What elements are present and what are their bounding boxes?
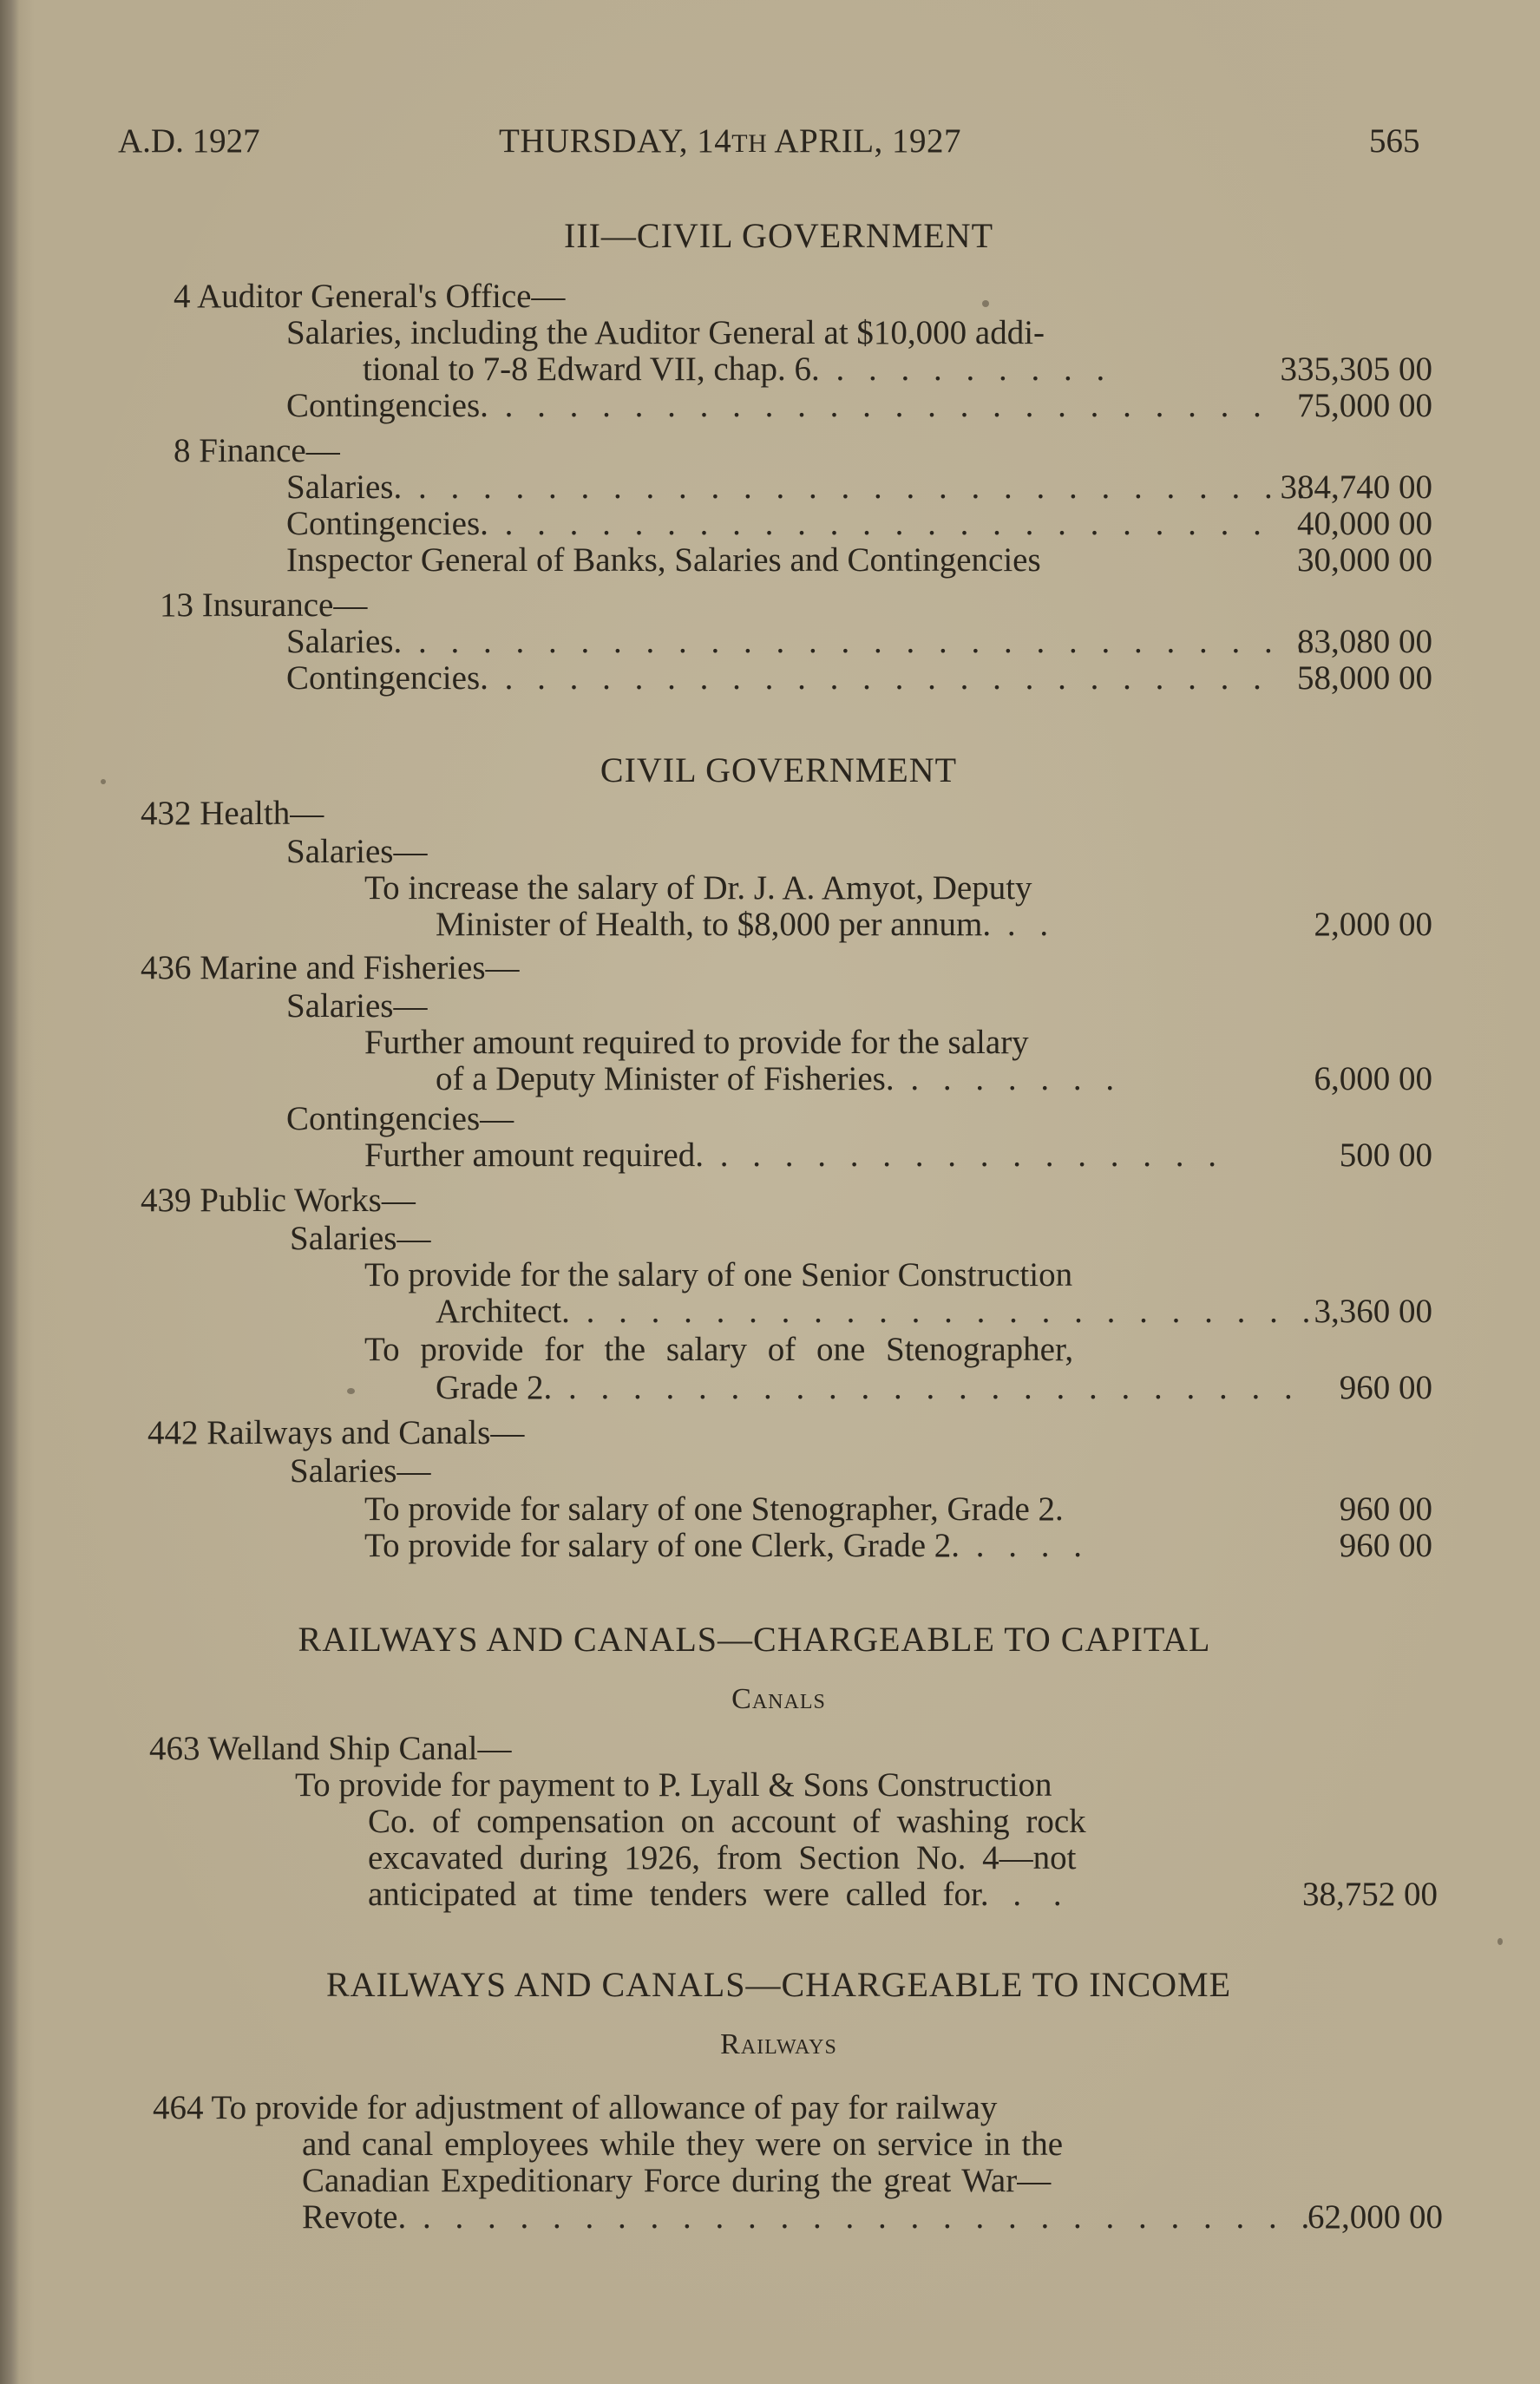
running-head-year: A.D. 1927 <box>118 122 260 160</box>
item-4-amount-1: 335,305 00 <box>1280 350 1432 388</box>
item-8-salaries: Salaries. . . . . . . . . . . . . . . . . . . . . . . . . . . . . <box>286 468 1314 506</box>
section-title-civil-government-iii: III—CIVIL GOVERNMENT <box>563 216 994 255</box>
item-4-line-2: tional to 7-8 Edward VII, chap. 6. . . . . . . . . . <box>363 350 1113 388</box>
item-8-heading: 8 Finance— <box>174 432 340 469</box>
subsection-title-railways: Railways <box>720 2028 837 2060</box>
scan-speck <box>101 779 106 784</box>
item-13-heading: 13 Insurance— <box>160 586 368 624</box>
item-463-line-3: excavated during 1926, from Section No. 4—not <box>368 1839 1077 1876</box>
item-439-line-3: To provide for the salary of one Stenographer, <box>364 1331 1074 1368</box>
item-439-line-4: Grade 2. . . . . . . . . . . . . . . . . . . . . . . . <box>436 1369 1301 1406</box>
item-436-line-3: Further amount required. . . . . . . . . . . . . . . . . <box>364 1136 1224 1174</box>
item-464-line-3: Canadian Expeditionary Force during the great War— <box>302 2162 1052 2199</box>
item-13-salaries-text: Salaries. <box>286 623 403 660</box>
item-463-amount: 38,752 00 <box>1302 1876 1438 1913</box>
item-442-line-2-text: To provide for salary of one Clerk, Grade 2. <box>364 1527 960 1564</box>
item-439-amount-1: 3,360 00 <box>1314 1293 1432 1330</box>
date-part-2: APRIL, 1927 <box>767 122 962 160</box>
item-464-amount: 62,000 00 <box>1307 2198 1443 2236</box>
section-title-chargeable-to-income: RAILWAYS AND CANALS—CHARGEABLE TO INCOME <box>325 1965 1232 2004</box>
item-442-salaries: Salaries— <box>290 1452 431 1490</box>
item-436-heading: 436 Marine and Fisheries— <box>141 949 520 986</box>
item-463-heading: 463 Welland Ship Canal— <box>149 1730 512 1767</box>
page-number: 565 <box>1369 122 1420 160</box>
item-432-line-2-text: Minister of Health, to $8,000 per annum. <box>436 906 992 943</box>
item-464-line-1: 464 To provide for adjustment of allowance of pay for railway <box>153 2089 998 2126</box>
item-464-line-4: Revote. . . . . . . . . . . . . . . . . . . . . . . . . . . . . <box>302 2198 1318 2236</box>
date-ordinal: TH <box>731 129 768 158</box>
item-439-heading: 439 Public Works— <box>141 1182 416 1219</box>
item-4-contingencies-text: Contingencies. <box>286 387 488 424</box>
item-13-amount-2: 58,000 00 <box>1297 659 1432 697</box>
item-442-line-2: To provide for salary of one Clerk, Grade 2. . . . . <box>364 1527 1091 1564</box>
item-442-amount-2: 960 00 <box>1339 1527 1432 1564</box>
date-part-1: THURSDAY, 14 <box>499 122 732 160</box>
item-439-salaries: Salaries— <box>290 1220 431 1257</box>
item-8-contingencies: Contingencies. . . . . . . . . . . . . . . . . . . . . . . . . <box>286 505 1269 542</box>
item-13-amount-1: 83,080 00 <box>1297 623 1432 660</box>
item-8-amount-3: 30,000 00 <box>1297 541 1432 579</box>
scan-speck <box>982 300 989 307</box>
item-4-amount-2: 75,000 00 <box>1297 387 1432 424</box>
item-463-line-4: anticipated at time tenders were called for. . . <box>368 1876 1070 1913</box>
item-436-line-3-text: Further amount required. <box>364 1136 704 1174</box>
item-436-amount-2: 500 00 <box>1339 1136 1432 1174</box>
item-436-amount-1: 6,000 00 <box>1314 1060 1432 1097</box>
item-4-line-2-text: tional to 7-8 Edward VII, chap. 6. <box>363 350 820 388</box>
item-463-line-4-text: anticipated at time tenders were called for. <box>368 1876 989 1913</box>
item-442-amount-1: 960 00 <box>1339 1490 1432 1528</box>
scan-speck <box>1497 1938 1503 1945</box>
item-464-line-2: and canal employees while they were on service in the <box>302 2125 1064 2163</box>
item-439-line-4-text: Grade 2. <box>436 1369 553 1406</box>
item-436-line-2-text: of a Deputy Minister of Fisheries. <box>436 1060 895 1097</box>
item-4-line-1: Salaries, including the Auditor General at $10,000 addi- <box>286 314 1045 351</box>
item-8-amount-1: 384,740 00 <box>1280 468 1432 506</box>
item-432-amount: 2,000 00 <box>1314 906 1432 943</box>
running-head <box>0 121 1540 165</box>
item-464-line-4-text: Revote. <box>302 2198 407 2236</box>
item-436-salaries: Salaries— <box>286 987 428 1025</box>
item-4-heading: 4 Auditor General's Office— <box>174 278 566 315</box>
item-8-contingencies-text: Contingencies. <box>286 505 488 542</box>
section-title-civil-government: CIVIL GOVERNMENT <box>600 750 958 789</box>
item-8-salaries-text: Salaries. <box>286 468 403 506</box>
item-439-line-1: To provide for the salary of one Senior Construction <box>364 1256 1073 1294</box>
item-13-salaries: Salaries. . . . . . . . . . . . . . . . . . . . . . . . . . . . . <box>286 623 1314 660</box>
item-463-line-2: Co. of compensation on account of washing rock <box>368 1803 1086 1840</box>
item-432-line-2: Minister of Health, to $8,000 per annum. . . <box>436 906 1057 943</box>
item-13-contingencies-text: Contingencies. <box>286 659 488 697</box>
item-439-line-2-text: Architect. <box>436 1293 570 1330</box>
item-442-line-1: To provide for salary of one Stenographer, Grade 2. <box>364 1490 1064 1528</box>
scan-speck <box>347 1388 355 1394</box>
item-8-inspector-general: Inspector General of Banks, Salaries and Contingencies <box>286 541 1041 579</box>
item-436-line-1: Further amount required to provide for the salary <box>364 1024 1029 1061</box>
page-spine-shadow <box>0 0 19 2384</box>
item-436-contingencies: Contingencies— <box>286 1100 514 1137</box>
section-title-chargeable-to-capital: RAILWAYS AND CANALS—CHARGEABLE TO CAPITAL <box>298 1620 1211 1659</box>
subsection-title-canals: Canals <box>731 1683 826 1715</box>
item-439-line-2: Architect. . . . . . . . . . . . . . . . . . . . . . . . <box>436 1293 1319 1330</box>
item-4-contingencies: Contingencies. . . . . . . . . . . . . . . . . . . . . . . . . <box>286 387 1269 424</box>
item-13-contingencies: Contingencies. . . . . . . . . . . . . . . . . . . . . . . . . <box>286 659 1269 697</box>
running-head-date <box>499 121 961 160</box>
item-432-heading: 432 Health— <box>141 795 324 832</box>
item-432-line-1: To increase the salary of Dr. J. A. Amyot, Deputy <box>364 869 1032 907</box>
item-439-amount-2: 960 00 <box>1339 1369 1432 1406</box>
item-8-amount-2: 40,000 00 <box>1297 505 1432 542</box>
item-463-line-1: To provide for payment to P. Lyall & Sons Construction <box>295 1766 1052 1804</box>
item-436-line-2: of a Deputy Minister of Fisheries. . . . . . . . <box>436 1060 1123 1097</box>
item-432-salaries: Salaries— <box>286 833 428 870</box>
item-442-heading: 442 Railways and Canals— <box>147 1414 525 1451</box>
